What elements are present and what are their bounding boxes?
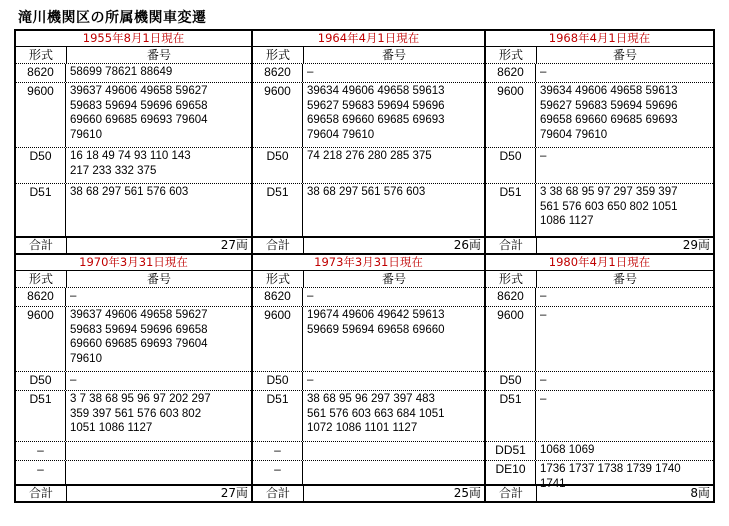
panel-date: 1973年3月31日現在 (253, 255, 484, 271)
class-numbers: 39637 49606 49658 59627 59683 59694 59696 69658 69660 69685 69693 79604 79610 (70, 309, 208, 365)
panel-date: 1955年8月1日現在 (16, 31, 251, 47)
class-numbers: – (540, 290, 547, 302)
total-value: 26両 (453, 238, 481, 252)
panel-1968 (484, 31, 713, 253)
class-type: – (16, 461, 66, 486)
class-type: D51 (253, 391, 303, 441)
panel-1964 (251, 31, 484, 253)
total-value: 8両 (690, 486, 710, 500)
total-value: 29両 (682, 238, 710, 252)
class-row (253, 461, 484, 486)
total-row (486, 484, 713, 501)
class-type: 8620 (486, 64, 536, 82)
class-row (253, 148, 484, 184)
column-header-row (16, 47, 251, 64)
type-column-header: 形式 (486, 47, 537, 63)
class-row (486, 372, 713, 391)
class-numbers: 38 68 297 561 576 603 (307, 186, 426, 198)
class-numbers (70, 442, 249, 443)
class-numbers: – (70, 290, 77, 302)
panel-1970 (16, 253, 251, 501)
class-numbers: 39637 49606 49658 59627 59683 59694 59696 69658 69660 69685 69693 79604 79610 (70, 85, 208, 141)
class-row (486, 148, 713, 184)
panel-1955 (16, 31, 251, 253)
numbers-column-header: 番号 (612, 48, 637, 62)
class-row (486, 184, 713, 236)
column-header-row (16, 271, 251, 288)
class-type: – (253, 442, 303, 460)
class-numbers: – (70, 374, 77, 386)
total-label: 合計 (486, 486, 537, 501)
class-type: D50 (16, 372, 66, 390)
class-row (486, 307, 713, 372)
class-row (16, 461, 251, 486)
class-numbers: – (307, 66, 314, 78)
class-row (253, 64, 484, 83)
panel-date: 1968年4月1日現在 (486, 31, 713, 47)
class-row (486, 442, 713, 461)
class-numbers (307, 442, 482, 443)
class-type: – (16, 442, 66, 460)
class-type: 9600 (253, 307, 303, 371)
class-row (486, 64, 713, 83)
total-row (486, 236, 713, 253)
column-header-row (486, 47, 713, 64)
class-row (253, 442, 484, 461)
class-numbers: 58699 78621 88649 (70, 66, 173, 78)
class-type: 9600 (16, 307, 66, 371)
class-row (16, 83, 251, 148)
class-type: D51 (16, 184, 66, 236)
class-numbers: 1736 1737 1738 1739 1740 1741 (540, 463, 681, 490)
class-numbers: 39634 49606 49658 59613 59627 59683 59694 59696 69658 69660 69685 69693 79604 79610 (307, 85, 445, 141)
class-row (253, 83, 484, 148)
total-row (16, 484, 251, 501)
class-row (16, 307, 251, 372)
numbers-column-header: 番号 (146, 48, 171, 62)
total-value: 27両 (220, 486, 248, 500)
class-numbers: – (540, 393, 547, 405)
class-numbers: 38 68 297 561 576 603 (70, 186, 189, 198)
type-column-header: 形式 (253, 271, 304, 287)
total-value: 27両 (220, 238, 248, 252)
class-type: 9600 (16, 83, 66, 147)
class-numbers: 16 18 49 74 93 110 143 217 233 332 375 (70, 150, 191, 177)
class-numbers: 3 7 38 68 95 96 97 202 297 359 397 561 576 603 802 1051 1086 1127 (70, 393, 211, 434)
class-type: 8620 (253, 288, 303, 306)
class-row (16, 288, 251, 307)
class-type: 8620 (253, 64, 303, 82)
class-type: – (253, 461, 303, 486)
class-type: D51 (253, 184, 303, 236)
class-type: D50 (16, 148, 66, 183)
numbers-column-header: 番号 (381, 48, 406, 62)
total-value: 25両 (453, 486, 481, 500)
class-row (253, 307, 484, 372)
numbers-column-header: 番号 (146, 272, 171, 286)
class-type: 9600 (253, 83, 303, 147)
column-header-row (253, 271, 484, 288)
class-row (486, 288, 713, 307)
numbers-column-header: 番号 (381, 272, 406, 286)
total-row (16, 236, 251, 253)
class-numbers: 38 68 95 96 297 397 483 561 576 603 663 684 1051 1072 1086 1101 1127 (307, 393, 445, 434)
class-type: D51 (486, 184, 536, 236)
class-row (253, 391, 484, 442)
class-type: D50 (253, 372, 303, 390)
total-label: 合計 (486, 238, 537, 253)
class-row (16, 442, 251, 461)
class-numbers: – (540, 309, 547, 321)
class-row (486, 461, 713, 490)
class-numbers: – (540, 66, 547, 78)
column-header-row (253, 47, 484, 64)
class-type: DD51 (486, 442, 536, 460)
class-row (253, 288, 484, 307)
class-type: D50 (486, 148, 536, 183)
class-type: D50 (253, 148, 303, 183)
page-title: 滝川機関区の所属機関車変遷 (18, 10, 207, 26)
class-row (486, 83, 713, 148)
class-row (16, 184, 251, 236)
numbers-column-header: 番号 (612, 272, 637, 286)
class-type: 8620 (16, 288, 66, 306)
type-column-header: 形式 (486, 271, 537, 287)
class-numbers: – (540, 374, 547, 386)
total-label: 合計 (253, 486, 304, 501)
class-numbers: – (307, 290, 314, 302)
class-numbers: 74 218 276 280 285 375 (307, 150, 432, 162)
total-label: 合計 (16, 238, 67, 253)
class-type: D50 (486, 372, 536, 390)
class-row (253, 184, 484, 236)
class-type: 8620 (486, 288, 536, 306)
total-row (253, 236, 484, 253)
class-row (16, 64, 251, 83)
class-row (16, 372, 251, 391)
class-type: DE10 (486, 461, 536, 486)
roster-table (14, 29, 715, 503)
type-column-header: 形式 (16, 271, 67, 287)
panel-date: 1980年4月1日現在 (486, 255, 713, 271)
column-header-row (486, 271, 713, 288)
class-row (16, 148, 251, 184)
class-type: 9600 (486, 83, 536, 147)
panel-date: 1970年3月31日現在 (16, 255, 251, 271)
class-numbers (307, 461, 482, 462)
class-numbers: 39634 49606 49658 59613 59627 59683 59694 59696 69658 69660 69685 69693 79604 79610 (540, 85, 678, 141)
type-column-header: 形式 (16, 47, 67, 63)
class-type: D51 (486, 391, 536, 441)
total-row (253, 484, 484, 501)
total-label: 合計 (253, 238, 304, 253)
total-label: 合計 (16, 486, 67, 501)
panel-1980 (484, 253, 713, 501)
class-type: D51 (16, 391, 66, 441)
class-numbers: 3 38 68 95 97 297 359 397 561 576 603 650 802 1051 1086 1127 (540, 186, 678, 227)
class-row (253, 372, 484, 391)
class-type: 8620 (16, 64, 66, 82)
class-numbers: 19674 49606 49642 59613 59669 59694 69658 69660 (307, 309, 445, 336)
class-numbers: – (307, 374, 314, 386)
class-row (486, 391, 713, 442)
class-type: 9600 (486, 307, 536, 371)
panel-1973 (251, 253, 484, 501)
panel-date: 1964年4月1日現在 (253, 31, 484, 47)
class-numbers (70, 461, 249, 462)
class-numbers: 1068 1069 (540, 444, 595, 456)
class-numbers: – (540, 150, 547, 162)
type-column-header: 形式 (253, 47, 304, 63)
class-row (16, 391, 251, 442)
